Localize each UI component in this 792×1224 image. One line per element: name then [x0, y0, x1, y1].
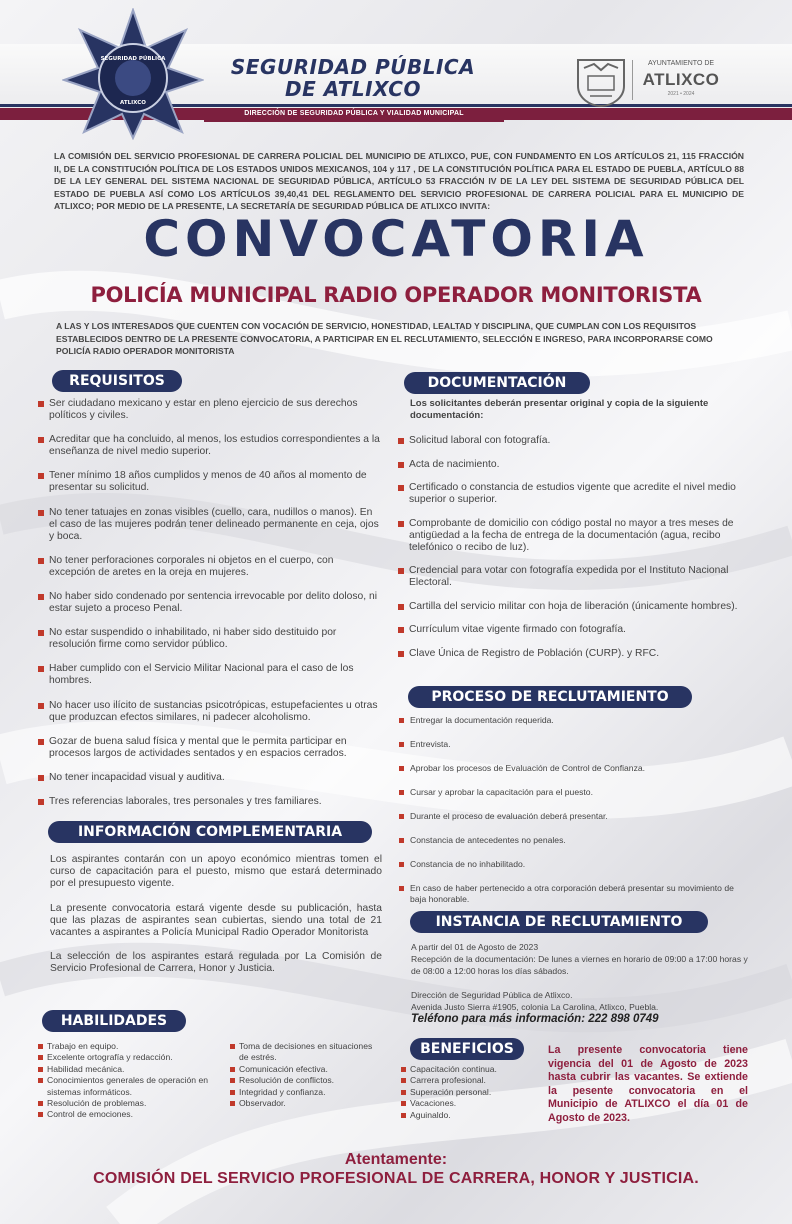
- list-item: Carrera profesional.: [401, 1075, 541, 1086]
- requisitos-list: [38, 398, 381, 820]
- list-item: Acreditar que ha concluido, al menos, los estudios correspondientes a la enseñanza de nivel medio superior.: [38, 434, 381, 458]
- validity-notice: La presente convocatoria tiene vigencia del 01 de Agosto de 2023 hasta cubrir las vacantes. Se extiende la pesente convocatoria en el Municipio de ATLIXCO el día 01 de Agosto de 2023.: [548, 1044, 748, 1124]
- list-item: Resolución de conflictos.: [230, 1075, 376, 1086]
- list-item: Observador.: [230, 1098, 376, 1109]
- proceso-list: [399, 715, 741, 918]
- list-item: Excelente ortografía y redacción.: [38, 1052, 214, 1063]
- list-item: Credencial para votar con fotografía expedida por el Instituto Nacional Electoral.: [398, 565, 748, 589]
- list-item: Entrevista.: [399, 739, 741, 750]
- page-title: CONVOCATORIA: [143, 210, 649, 268]
- list-item: Habilidad mecánica.: [38, 1064, 214, 1075]
- instancia-office: Dirección de Seguridad Pública de Atlixco.: [411, 990, 573, 1000]
- list-item: Aprobar los procesos de Evaluación de Control de Confianza.: [399, 763, 741, 774]
- list-item: Superación personal.: [401, 1087, 541, 1098]
- list-item: Cursar y aprobar la capacitación para el puesto.: [399, 787, 741, 798]
- municipality-shield-icon: [574, 56, 628, 108]
- list-item: Haber cumplido con el Servicio Militar Nacional para el caso de los hombres.: [38, 663, 381, 687]
- list-item: Comprobante de domicilio con código postal no mayor a tres meses de antigüedad a la fecha de entrega de la documentación (agua, recibo telefónico o recibo de luz).: [398, 518, 748, 554]
- list-item: Ser ciudadano mexicano y estar en pleno ejercicio de sus derechos políticos y civiles.: [38, 398, 381, 422]
- instancia-heading: INSTANCIA DE RECLUTAMIENTO: [410, 911, 708, 933]
- badge-bottom-text: ATLIXCO: [120, 100, 146, 106]
- org-title-line1: SEGURIDAD PÚBLICA: [230, 55, 476, 79]
- closing-salutation: Atentamente:: [344, 1151, 448, 1168]
- list-item: No haber sido condenado por sentencia irrevocable por delito doloso, ni estar sujeto a proceso Penal.: [38, 591, 381, 615]
- municipality-label-small: AYUNTAMIENTO DE: [647, 60, 715, 67]
- list-item: Entregar la documentación requerida.: [399, 715, 741, 726]
- list-item: No tener perforaciones corporales ni objetos en el cuerpo, con excepción de aretes en la oreja en mujeres.: [38, 555, 381, 579]
- instancia-start-date: A partir del 01 de Agosto de 2023: [411, 942, 539, 952]
- informacion-paragraph: La selección de los aspirantes estará regulada por La Comisión de Servicio Profesional de Carrera, Honor y Justicia.: [50, 951, 382, 975]
- list-item: No hacer uso ilícito de sustancias psicotrópicas, estupefacientes u otras que produzcan efectos similares, ni padecer alcoholismo.: [38, 700, 381, 724]
- list-item: Capacitación continua.: [401, 1064, 541, 1075]
- informacion-paragraph: La presente convocatoria estará vigente desde su publicación, hasta que las plazas de aspirantes sean cubiertas, siendo una total de 21 vacantes a aspirantes a Policía Municipal Radio Operador Monitorista: [50, 902, 382, 939]
- badge-top-text: SEGURIDAD PÚBLICA: [100, 56, 166, 62]
- contact-phone: Teléfono para más información: 222 898 0749: [411, 1013, 659, 1025]
- municipality-label-big: ATLIXCO: [642, 70, 720, 89]
- instancia-address: Avenida Justo Sierra #1905, colonia La Carolina, Atlixco, Puebla.: [411, 1002, 659, 1012]
- position-title: POLICÍA MUNICIPAL RADIO OPERADOR MONITORISTA: [90, 283, 702, 307]
- municipality-divider: [632, 60, 633, 100]
- documentacion-note: Los solicitantes deberán presentar original y copia de la siguiente documentación:: [410, 398, 709, 421]
- list-item: Acta de nacimiento.: [398, 459, 748, 471]
- list-item: Tres referencias laborales, tres personales y tres familiares.: [38, 796, 381, 808]
- list-item: Vacaciones.: [401, 1098, 541, 1109]
- list-item: Trabajo en equipo.: [38, 1041, 214, 1052]
- list-item: Integridad y confianza.: [230, 1087, 376, 1098]
- list-item: Toma de decisiones en situaciones de estrés.: [230, 1041, 376, 1064]
- org-title: [212, 56, 494, 100]
- list-item: Conocimientos generales de operación en sistemas informáticos.: [38, 1075, 214, 1098]
- proceso-heading: PROCESO DE RECLUTAMIENTO: [408, 686, 692, 708]
- list-item: Solicitud laboral con fotografía.: [398, 435, 748, 447]
- org-subtitle: DIRECCIÓN DE SEGURIDAD PÚBLICA Y VIALIDAD MUNICIPAL: [244, 110, 464, 117]
- habilidades-list-col2: [230, 1041, 376, 1109]
- informacion-paragraph: Los aspirantes contarán con un apoyo económico mientras tomen el curso de capacitación para el puesto, mismo que estará determinado por el presupuesto vigente.: [50, 854, 382, 890]
- police-star-badge-icon: [62, 8, 204, 140]
- habilidades-list-col1: [38, 1041, 214, 1121]
- list-item: No estar suspendido o inhabilitado, ni haber sido destituido por resolución firme como servidor público.: [38, 627, 381, 651]
- requisitos-heading: REQUISITOS: [52, 370, 182, 392]
- list-item: Clave Única de Registro de Población (CURP). y RFC.: [398, 648, 748, 660]
- invite-paragraph: A LAS Y LOS INTERESADOS QUE CUENTEN CON VOCACIÓN DE SERVICIO, HONESTIDAD, LEALTAD Y DISCIPLINA, QUE CUMPLAN CON LOS REQUISITOS ESTABLECIDOS DENTRO DE LA PRESENTE CONVOCATORIA, A PARTICIPAR EN EL RECLUTAMIENTO, SELECCIÓN E INGRESO, PARA INCORPORARSE COMO POLICÍA RADIO OPERADOR MONITORISTA: [56, 321, 713, 356]
- list-item: En caso de haber pertenecido a otra corporación deberá presentar su movimiento de baja honorable.: [399, 883, 741, 905]
- instancia-schedule: Recepción de la documentación: De lunes a viernes en horario de 09:00 a 17:00 horas y de 08:00 a 12:00 horas los días sábados.: [411, 954, 748, 976]
- informacion-body: [50, 854, 382, 988]
- list-item: Resolución de problemas.: [38, 1098, 214, 1109]
- list-item: Certificado o constancia de estudios vigente que acredite el nivel medio superior o superior.: [398, 482, 748, 506]
- intro-paragraph: LA COMISIÓN DEL SERVICIO PROFESIONAL DE CARRERA POLICIAL DEL MUNICIPIO DE ATLIXCO, PUE, CON FUNDAMENTO EN LOS ARTÍCULOS 21, 115 FRACCIÓN II, DE LA CONSTITUCIÓN POLÍTICA DE LOS ESTADOS UNIDOS MEXICANOS, 104 y 117 , DE LA CONSTITUCIÓN POLÍTICA PARA EL ESTADO DE PUEBLA, ARTÍCULO 88 DE LA LEY GENERAL DEL SISTEMA NACIONAL DE SEGURIDAD PÚBLICA, ARTÍCULO 53 FRACCIÓN IV DE LA LEY DEL SISTEMA DE SEGURIDAD PÚBLICA DEL ESTADO DE PUEBLA ASÍ COMO LOS ARTÍCULOS 39,40,41 DEL REGLAMENTO DEL SERVICIO PROFESIONAL DE CARRERA POLICIAL PARA EL MUNICIPIO DE ATLIXCO; POR MEDIO DE LA PRESENTE, LA SECRETARÍA DE SEGURIDAD PÚBLICA DE ATLIXCO INVITA:: [54, 151, 744, 211]
- list-item: No tener incapacidad visual y auditiva.: [38, 772, 381, 784]
- informacion-heading: INFORMACIÓN COMPLEMENTARIA: [48, 821, 372, 843]
- list-item: Control de emociones.: [38, 1109, 214, 1120]
- documentacion-heading: DOCUMENTACIÓN: [404, 372, 590, 394]
- municipality-years: 2021 • 2024: [667, 91, 695, 97]
- list-item: Aguinaldo.: [401, 1110, 541, 1121]
- instancia-body: [411, 941, 751, 1013]
- list-item: No tener tatuajes en zonas visibles (cuello, cara, nudillos o manos). En el caso de las mujeres podrán tener delineado permanente en ceja, ojos y boca.: [38, 507, 381, 543]
- closing-signature: COMISIÓN DEL SERVICIO PROFESIONAL DE CARRERA, HONOR Y JUSTICIA.: [93, 1170, 699, 1187]
- list-item: Gozar de buena salud física y mental que le permita participar en procesos largos de actividades sentados y en espacios cerrados.: [38, 736, 381, 760]
- list-item: Constancia de no inhabilitado.: [399, 859, 741, 870]
- org-title-line2: DE ATLIXCO: [284, 77, 421, 101]
- beneficios-heading: BENEFICIOS: [410, 1038, 524, 1060]
- list-item: Tener mínimo 18 años cumplidos y menos de 40 años al momento de presentar su solicitud.: [38, 470, 381, 494]
- list-item: Durante el proceso de evaluación deberá presentar.: [399, 811, 741, 822]
- list-item: Comunicación efectiva.: [230, 1064, 376, 1075]
- list-item: Currículum vitae vigente firmado con fotografía.: [398, 624, 748, 636]
- documentacion-list: [398, 435, 748, 671]
- list-item: Constancia de antecedentes no penales.: [399, 835, 741, 846]
- beneficios-list: [401, 1064, 541, 1121]
- habilidades-heading: HABILIDADES: [42, 1010, 186, 1032]
- list-item: Cartilla del servicio militar con hoja de liberación (únicamente hombres).: [398, 601, 748, 613]
